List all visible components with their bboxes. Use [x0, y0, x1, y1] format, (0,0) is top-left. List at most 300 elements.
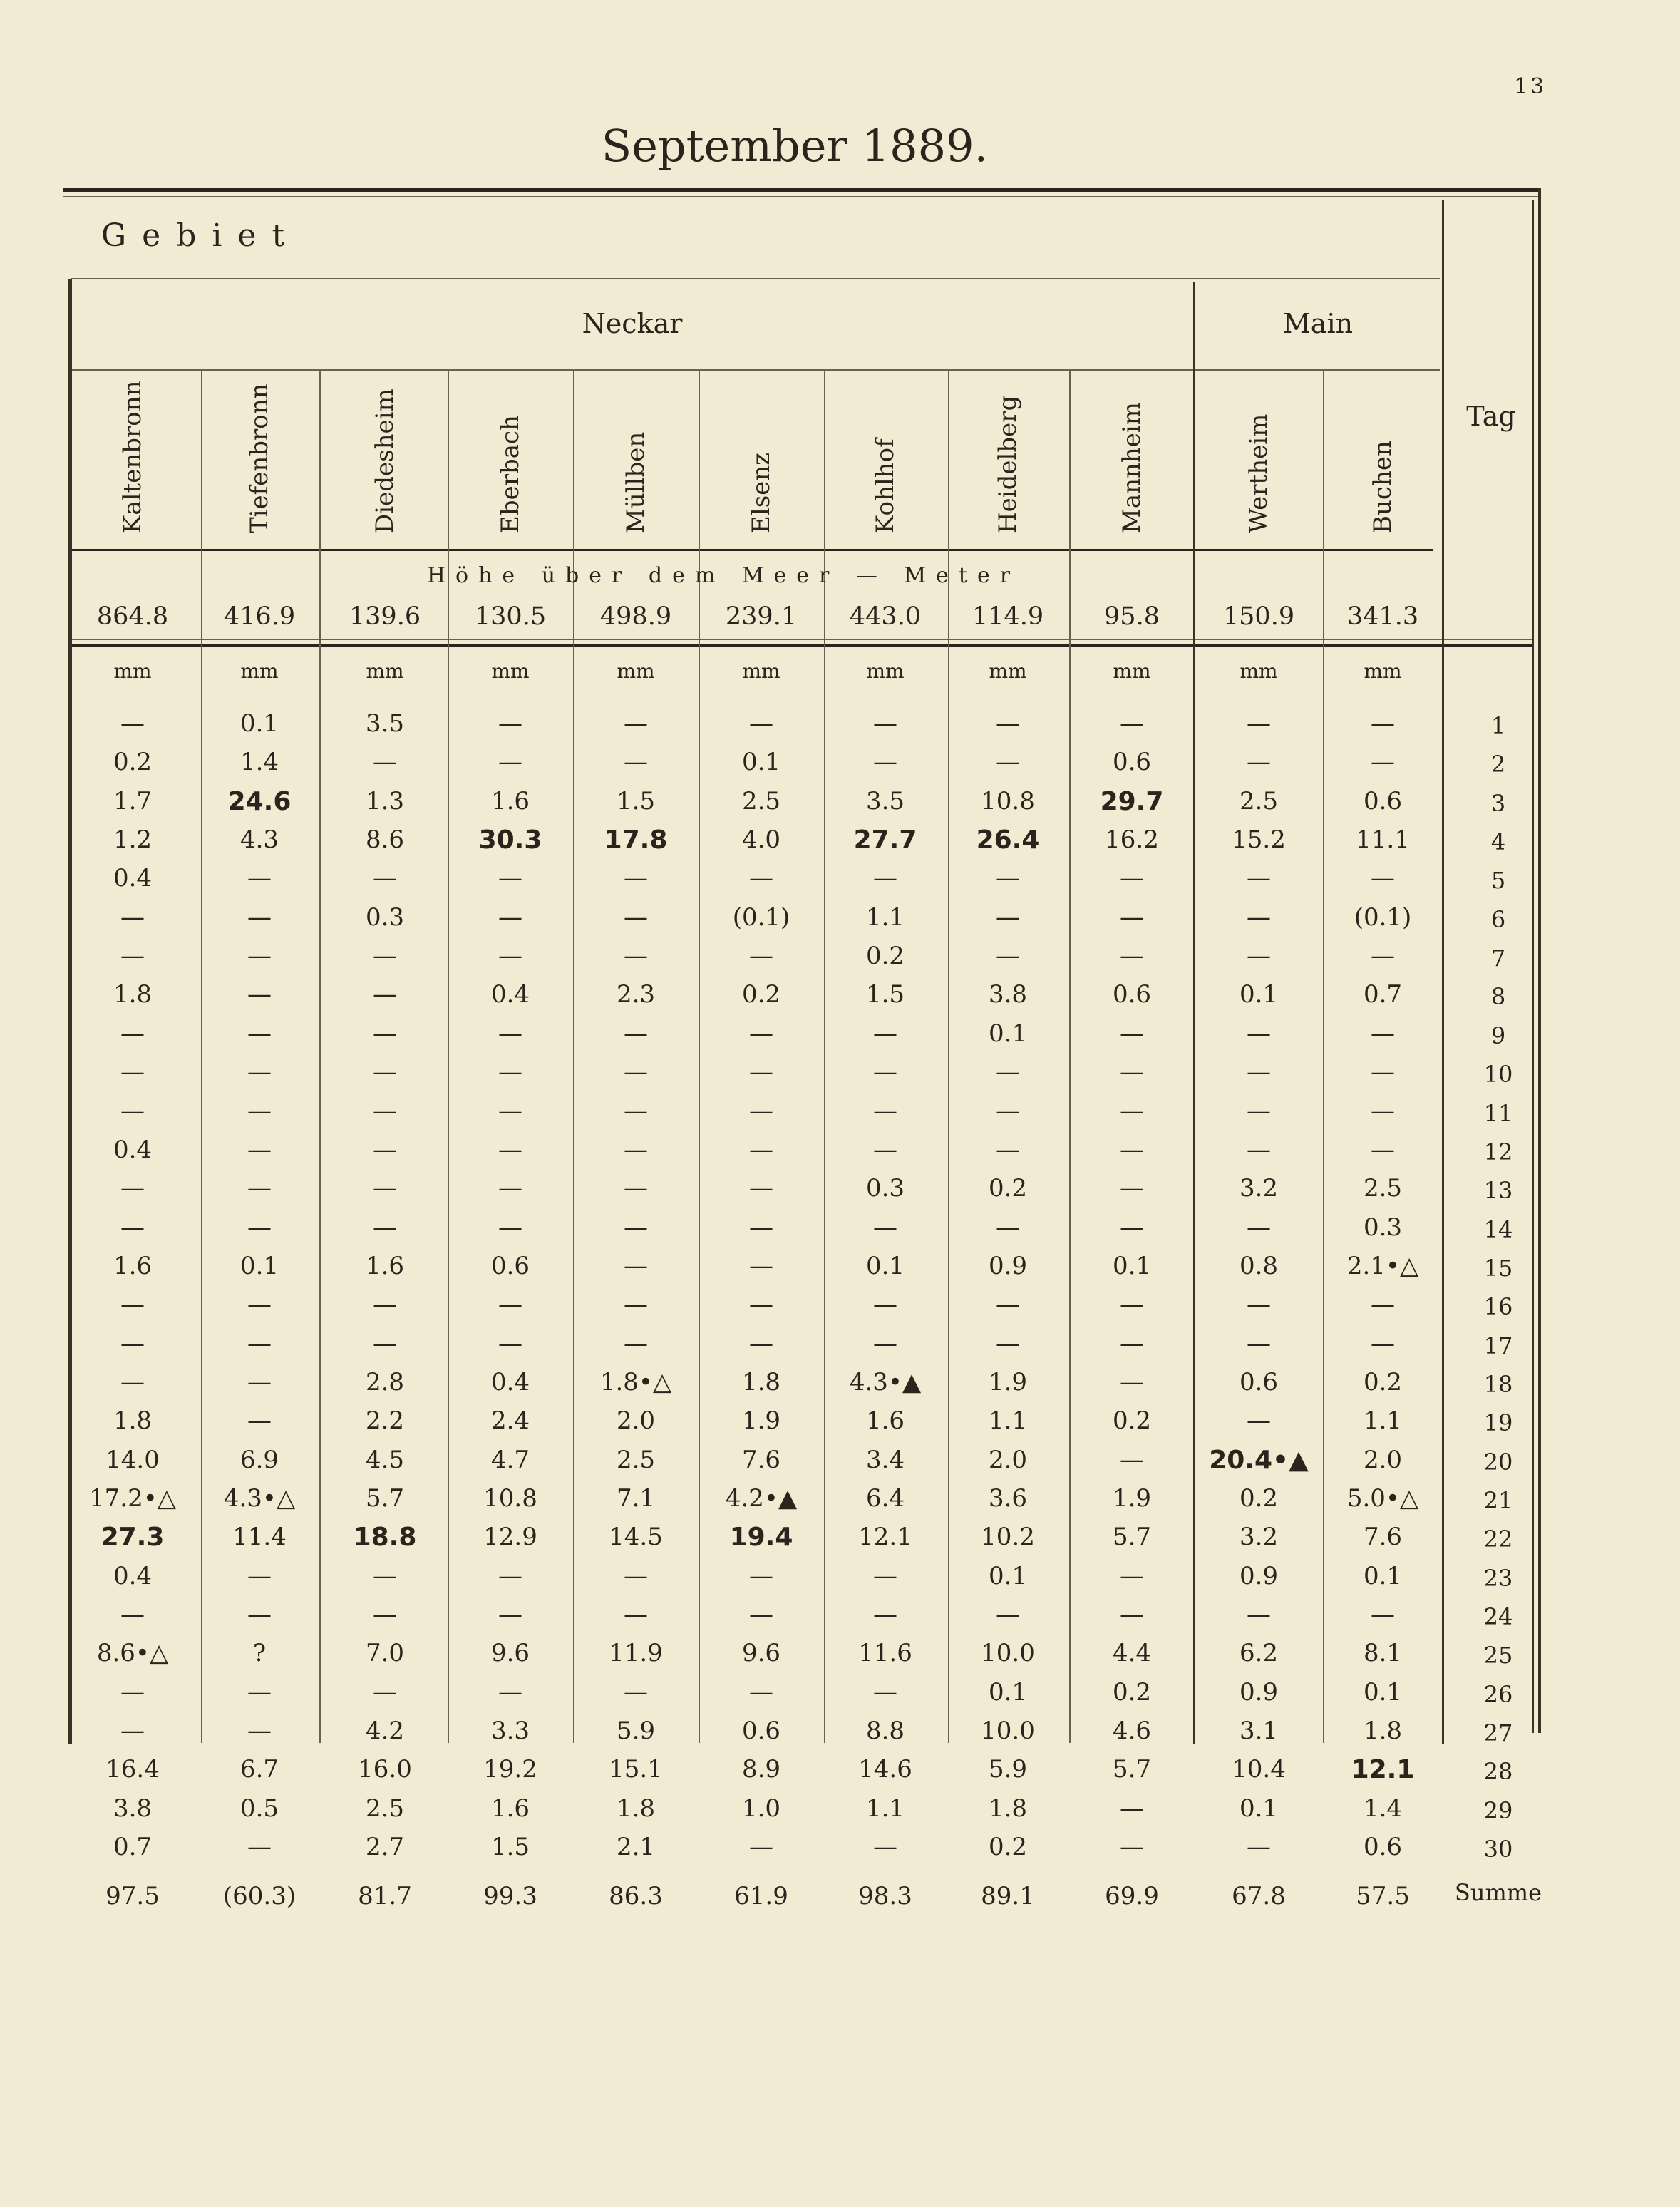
sum-cell: 61.9: [734, 1882, 788, 1910]
table-cell: —: [1120, 709, 1144, 738]
unit-label: mm: [113, 659, 152, 683]
day-number: 12: [1483, 1138, 1513, 1166]
table-cell: —: [1120, 1019, 1144, 1048]
table-cell: —: [373, 1096, 397, 1126]
table-cell: 14.5: [609, 1523, 663, 1552]
table-cell: —: [996, 1600, 1020, 1630]
table-cell: 4.7: [490, 1445, 530, 1474]
table-cell: 4.2•▲: [725, 1484, 798, 1513]
table-cell: —: [247, 1833, 272, 1862]
table-cell: 0.6: [490, 1251, 530, 1280]
table-cell: —: [1120, 1174, 1144, 1203]
table-cell: 29.7: [1100, 786, 1164, 816]
table-cell: —: [373, 1677, 397, 1707]
sum-cell: 86.3: [609, 1882, 663, 1910]
table-cell: —: [624, 942, 648, 971]
table-cell: 16.0: [358, 1755, 412, 1784]
table-cell: —: [749, 1019, 773, 1048]
unit-label: mm: [366, 659, 404, 683]
table-cell: —: [120, 1367, 145, 1396]
table-cell: 16.2: [1105, 825, 1159, 855]
table-cell: 0.3: [365, 902, 405, 932]
table-cell: 11.1: [1356, 825, 1410, 855]
day-number: 10: [1483, 1061, 1513, 1089]
table-cell: 10.0: [981, 1639, 1035, 1668]
right-border: [1538, 188, 1541, 1733]
day-number: 24: [1483, 1603, 1513, 1631]
table-cell: 1.1: [865, 902, 905, 932]
table-cell: 7.1: [616, 1484, 656, 1513]
table-cell: 15.1: [609, 1755, 663, 1784]
table-cell: 2.0: [1363, 1445, 1403, 1474]
table-cell: 5.9: [616, 1717, 656, 1746]
station-name-mannheim: Mannheim: [1118, 401, 1146, 533]
table-cell: 0.1: [741, 748, 781, 777]
station-name-diedesheim: Diedesheim: [371, 389, 399, 533]
station-altitude: 130.5: [474, 602, 547, 631]
table-cell: —: [1120, 1367, 1144, 1396]
table-cell: —: [873, 1290, 897, 1319]
table-cell: 0.3: [865, 1174, 905, 1203]
table-cell: 4.5: [365, 1445, 405, 1474]
table-cell: —: [873, 1600, 897, 1630]
table-cell: 1.6: [490, 1794, 530, 1823]
table-cell: 8.9: [741, 1755, 781, 1784]
table-cell: 10.2: [981, 1523, 1035, 1552]
table-cell: 0.2: [1239, 1484, 1279, 1513]
station-altitude: 239.1: [725, 602, 798, 631]
table-cell: —: [120, 1096, 145, 1126]
table-cell: 8.6: [365, 825, 405, 855]
table-cell: 3.5: [865, 786, 905, 816]
table-cell: 3.1: [1239, 1717, 1279, 1746]
day-number: 20: [1483, 1448, 1513, 1476]
day-number: 15: [1483, 1254, 1513, 1282]
table-cell: —: [624, 1290, 648, 1319]
table-cell: —: [498, 1561, 522, 1590]
table-cell: 1.5: [865, 980, 905, 1009]
day-number: 3: [1490, 789, 1506, 817]
station-name-elsenz: Elsenz: [747, 452, 775, 533]
station-altitude: 150.9: [1222, 602, 1295, 631]
table-cell: —: [120, 1019, 145, 1048]
gebiet-rule: [71, 278, 1440, 279]
table-cell: 27.7: [853, 825, 917, 855]
table-cell: 2.7: [365, 1833, 405, 1862]
table-cell: 15.2: [1232, 825, 1286, 855]
table-cell: 10.8: [981, 786, 1035, 816]
table-cell: —: [373, 1213, 397, 1242]
table-cell: 0.2: [1363, 1367, 1403, 1396]
unit-label: mm: [491, 659, 530, 683]
table-cell: —: [873, 1329, 897, 1358]
table-cell: —: [996, 1213, 1020, 1242]
table-cell: 10.8: [483, 1484, 537, 1513]
table-cell: —: [1120, 1445, 1144, 1474]
table-cell: 1.1: [988, 1406, 1028, 1436]
table-cell: 0.1: [865, 1251, 905, 1280]
table-cell: —: [1247, 1135, 1271, 1164]
table-cell: —: [247, 864, 272, 893]
table-cell: —: [373, 1019, 397, 1048]
table-cell: —: [1247, 1213, 1271, 1242]
station-name-tiefenbronn: Tiefenbronn: [245, 383, 274, 533]
table-cell: 0.7: [1363, 980, 1403, 1009]
table-cell: —: [247, 1717, 272, 1746]
table-cell: —: [624, 709, 648, 738]
table-cell: —: [749, 1833, 773, 1862]
station-name-wertheim: Wertheim: [1244, 413, 1273, 533]
table-cell: 2.5: [365, 1794, 405, 1823]
unit-label: mm: [617, 659, 655, 683]
table-cell: 0.5: [239, 1794, 279, 1823]
table-cell: —: [247, 1096, 272, 1126]
table-cell: —: [498, 1213, 522, 1242]
table-cell: 18.8: [353, 1523, 417, 1553]
table-cell: 1.9: [1112, 1484, 1152, 1513]
table-cell: —: [120, 709, 145, 738]
day-number: 26: [1483, 1680, 1513, 1708]
sum-cell: 81.7: [358, 1882, 412, 1910]
page-number: 13: [1514, 74, 1547, 99]
table-cell: 0.9: [1239, 1677, 1279, 1707]
altitude-rule: [71, 644, 1532, 647]
table-cell: —: [247, 980, 272, 1009]
table-cell: —: [1371, 709, 1395, 738]
table-cell: 2.0: [988, 1445, 1028, 1474]
table-cell: —: [996, 902, 1020, 932]
table-cell: —: [749, 1329, 773, 1358]
table-cell: —: [1120, 1058, 1144, 1087]
table-cell: 1.8: [113, 980, 153, 1009]
table-cell: 2.1: [616, 1833, 656, 1862]
table-cell: 2.5: [1363, 1174, 1403, 1203]
table-cell: —: [873, 748, 897, 777]
table-cell: —: [1247, 1406, 1271, 1436]
table-cell: 6.7: [239, 1755, 279, 1784]
table-cell: —: [749, 1135, 773, 1164]
table-cell: —: [1247, 864, 1271, 893]
table-cell: —: [120, 1329, 145, 1358]
table-cell: 2.4: [490, 1406, 530, 1436]
table-cell: —: [624, 1600, 648, 1630]
station-name-kohlhof: Kohlhof: [871, 438, 900, 533]
table-cell: —: [873, 1019, 897, 1048]
table-cell: —: [749, 942, 773, 971]
top-rule-thin: [63, 196, 1541, 197]
table-cell: 3.4: [865, 1445, 905, 1474]
table-cell: —: [624, 748, 648, 777]
table-cell: 11.6: [858, 1639, 912, 1668]
table-cell: 8.1: [1363, 1639, 1403, 1668]
table-cell: 1.8: [616, 1794, 656, 1823]
unit-label: mm: [1240, 659, 1278, 683]
main-divider: [1193, 282, 1195, 1744]
table-cell: —: [373, 1329, 397, 1358]
day-number: 1: [1490, 712, 1506, 739]
table-cell: —: [624, 1019, 648, 1048]
table-cell: —: [120, 1058, 145, 1087]
table-cell: —: [373, 1290, 397, 1319]
sum-cell: 99.3: [483, 1882, 537, 1910]
table-cell: 0.7: [113, 1833, 153, 1862]
table-cell: 17.8: [604, 825, 668, 855]
sum-cell: 57.5: [1356, 1882, 1410, 1910]
table-cell: —: [749, 1677, 773, 1707]
table-cell: 0.2: [1112, 1677, 1152, 1707]
day-number: 5: [1490, 867, 1506, 895]
table-cell: —: [624, 1329, 648, 1358]
table-cell: —: [996, 864, 1020, 893]
table-cell: —: [1120, 1561, 1144, 1590]
table-cell: —: [120, 1174, 145, 1203]
table-cell: —: [624, 1174, 648, 1203]
table-cell: —: [749, 1213, 773, 1242]
table-cell: 0.8: [1239, 1251, 1279, 1280]
table-cell: —: [624, 902, 648, 932]
table-cell: —: [1371, 942, 1395, 971]
table-cell: 0.6: [1112, 748, 1152, 777]
table-cell: 1.1: [1363, 1406, 1403, 1436]
table-cell: 16.4: [105, 1755, 160, 1784]
gebiet-label: Gebiet: [101, 217, 301, 254]
table-cell: 10.4: [1232, 1755, 1286, 1784]
table-cell: 3.8: [988, 980, 1028, 1009]
day-number: 14: [1483, 1215, 1513, 1243]
table-cell: 12.1: [858, 1523, 912, 1552]
table-cell: 3.8: [113, 1794, 153, 1823]
sum-cell: 98.3: [858, 1882, 912, 1910]
table-cell: —: [373, 748, 397, 777]
table-cell: 3.6: [988, 1484, 1028, 1513]
table-cell: 5.9: [988, 1755, 1028, 1784]
table-cell: 3.2: [1239, 1174, 1279, 1203]
table-cell: —: [1247, 1019, 1271, 1048]
table-cell: 1.6: [365, 1251, 405, 1280]
day-number: 13: [1483, 1177, 1513, 1205]
table-cell: —: [996, 1135, 1020, 1164]
table-cell: 0.2: [988, 1174, 1028, 1203]
table-cell: 2.5: [616, 1445, 656, 1474]
table-cell: —: [498, 942, 522, 971]
table-cell: —: [1371, 1135, 1395, 1164]
sum-cell: 89.1: [981, 1882, 1035, 1910]
station-altitude: 95.8: [1104, 602, 1160, 631]
group-neckar: Neckar: [582, 308, 683, 339]
table-cell: 0.1: [1363, 1677, 1403, 1707]
day-number: 28: [1483, 1758, 1513, 1786]
table-cell: —: [1120, 1096, 1144, 1126]
table-cell: —: [873, 1561, 897, 1590]
table-cell: —: [749, 864, 773, 893]
table-cell: 1.8: [1363, 1717, 1403, 1746]
table-cell: 1.9: [741, 1406, 781, 1436]
table-cell: 26.4: [976, 825, 1040, 855]
table-cell: —: [749, 1561, 773, 1590]
table-cell: 2.5: [741, 786, 781, 816]
day-number: 4: [1490, 828, 1506, 856]
unit-label: mm: [1113, 659, 1151, 683]
table-cell: 0.1: [1363, 1561, 1403, 1590]
table-cell: 7.6: [1363, 1523, 1403, 1552]
group-main: Main: [1282, 308, 1354, 339]
table-cell: 4.6: [1112, 1717, 1152, 1746]
table-cell: —: [1371, 1329, 1395, 1358]
table-cell: —: [247, 902, 272, 932]
table-cell: —: [498, 1174, 522, 1203]
top-rule: [63, 188, 1541, 192]
table-cell: 6.9: [239, 1445, 279, 1474]
table-cell: —: [1120, 1135, 1144, 1164]
table-cell: —: [996, 1290, 1020, 1319]
station-altitude: 864.8: [96, 602, 169, 631]
table-cell: 3.3: [490, 1717, 530, 1746]
table-cell: 1.8: [113, 1406, 153, 1436]
table-cell: —: [247, 942, 272, 971]
table-cell: —: [1120, 1213, 1144, 1242]
table-cell: —: [120, 902, 145, 932]
table-cell: —: [873, 1833, 897, 1862]
table-cell: —: [247, 1561, 272, 1590]
table-cell: 5.7: [365, 1484, 405, 1513]
table-cell: 1.4: [239, 748, 279, 777]
table-cell: 1.1: [865, 1794, 905, 1823]
table-cell: 2.5: [1239, 786, 1279, 816]
station-altitude: 498.9: [599, 602, 672, 631]
day-number: 29: [1483, 1796, 1513, 1824]
table-cell: —: [247, 1135, 272, 1164]
table-cell: 0.4: [490, 980, 530, 1009]
day-number: 16: [1483, 1293, 1513, 1321]
table-cell: 20.4•▲: [1209, 1445, 1309, 1475]
table-cell: 1.2: [113, 825, 153, 855]
day-number: 22: [1483, 1526, 1513, 1553]
table-cell: —: [873, 1096, 897, 1126]
page-title: September 1889.: [601, 120, 989, 172]
table-cell: 1.5: [490, 1833, 530, 1862]
table-cell: —: [373, 864, 397, 893]
table-cell: (0.1): [1354, 902, 1412, 932]
unit-label: mm: [866, 659, 905, 683]
table-cell: —: [1371, 1019, 1395, 1048]
table-cell: 1.6: [490, 786, 530, 816]
table-cell: —: [749, 709, 773, 738]
table-cell: —: [996, 709, 1020, 738]
table-cell: —: [498, 864, 522, 893]
table-cell: 1.5: [616, 786, 656, 816]
table-cell: 0.1: [239, 709, 279, 738]
table-cell: —: [247, 1058, 272, 1087]
table-cell: 4.3•▲: [849, 1367, 922, 1396]
table-cell: —: [749, 1058, 773, 1087]
table-cell: —: [373, 1600, 397, 1630]
table-cell: 17.2•△: [89, 1484, 176, 1513]
table-cell: 0.1: [1112, 1251, 1152, 1280]
altitude-caption: Höhe über dem Meer — Meter: [426, 563, 1021, 588]
table-cell: —: [1120, 902, 1144, 932]
table-cell: 0.1: [1239, 1794, 1279, 1823]
table-cell: 2.8: [365, 1367, 405, 1396]
table-cell: 0.6: [1239, 1367, 1279, 1396]
day-number: 17: [1483, 1332, 1513, 1359]
table-cell: 11.9: [609, 1639, 663, 1668]
table-cell: 0.6: [1363, 1833, 1403, 1862]
day-number: 21: [1483, 1487, 1513, 1514]
table-cell: —: [1247, 1096, 1271, 1126]
table-cell: 3.2: [1239, 1523, 1279, 1552]
sum-label: Summe: [1454, 1879, 1542, 1906]
table-cell: —: [996, 1096, 1020, 1126]
table-cell: —: [873, 1677, 897, 1707]
day-number: 25: [1483, 1642, 1513, 1670]
table-cell: —: [996, 942, 1020, 971]
sum-cell: 69.9: [1105, 1882, 1159, 1910]
day-number: 18: [1483, 1370, 1513, 1398]
table-cell: —: [624, 1058, 648, 1087]
table-cell: —: [373, 942, 397, 971]
station-name-kaltenbronn: Kaltenbronn: [118, 380, 147, 533]
station-altitude: 341.3: [1346, 602, 1419, 631]
station-name-heidelberg: Heidelberg: [994, 395, 1022, 533]
table-cell: —: [498, 902, 522, 932]
sum-cell: (60.3): [222, 1882, 297, 1910]
table-cell: 0.4: [113, 1135, 153, 1164]
table-cell: 5.7: [1112, 1755, 1152, 1784]
day-number: 2: [1490, 751, 1506, 778]
table-cell: 0.6: [1363, 786, 1403, 816]
table-cell: —: [1371, 1058, 1395, 1087]
table-cell: —: [498, 1058, 522, 1087]
table-cell: 0.4: [113, 1561, 153, 1590]
table-cell: —: [120, 1600, 145, 1630]
sum-cell: 97.5: [105, 1882, 160, 1910]
table-cell: 5.0•△: [1346, 1484, 1419, 1513]
table-cell: 0.2: [988, 1833, 1028, 1862]
tag-label: Tag: [1466, 401, 1516, 432]
table-cell: —: [1247, 1833, 1271, 1862]
table-cell: —: [498, 748, 522, 777]
day-number: 11: [1483, 1099, 1513, 1127]
table-cell: —: [1120, 1600, 1144, 1630]
table-cell: —: [624, 1135, 648, 1164]
table-cell: —: [498, 1019, 522, 1048]
table-cell: —: [1247, 1329, 1271, 1358]
table-cell: 0.9: [988, 1251, 1028, 1280]
table-cell: —: [624, 1677, 648, 1707]
table-cell: 0.1: [1239, 980, 1279, 1009]
table-cell: 1.0: [741, 1794, 781, 1823]
table-cell: —: [1247, 942, 1271, 971]
table-cell: —: [498, 709, 522, 738]
table-cell: —: [996, 1329, 1020, 1358]
table-cell: 7.0: [365, 1639, 405, 1668]
table-cell: —: [624, 1096, 648, 1126]
altitude-rule-thin: [71, 639, 1532, 640]
table-cell: —: [873, 1058, 897, 1087]
table-cell: —: [247, 1213, 272, 1242]
table-cell: 12.9: [483, 1523, 537, 1552]
table-cell: —: [1247, 1058, 1271, 1087]
table-cell: 8.8: [865, 1717, 905, 1746]
table-cell: 24.6: [227, 786, 292, 816]
table-cell: —: [624, 1251, 648, 1280]
table-cell: 4.2: [365, 1717, 405, 1746]
table-cell: —: [120, 942, 145, 971]
table-cell: —: [1247, 1290, 1271, 1319]
table-cell: —: [873, 864, 897, 893]
table-cell: —: [373, 1561, 397, 1590]
table-cell: —: [996, 748, 1020, 777]
